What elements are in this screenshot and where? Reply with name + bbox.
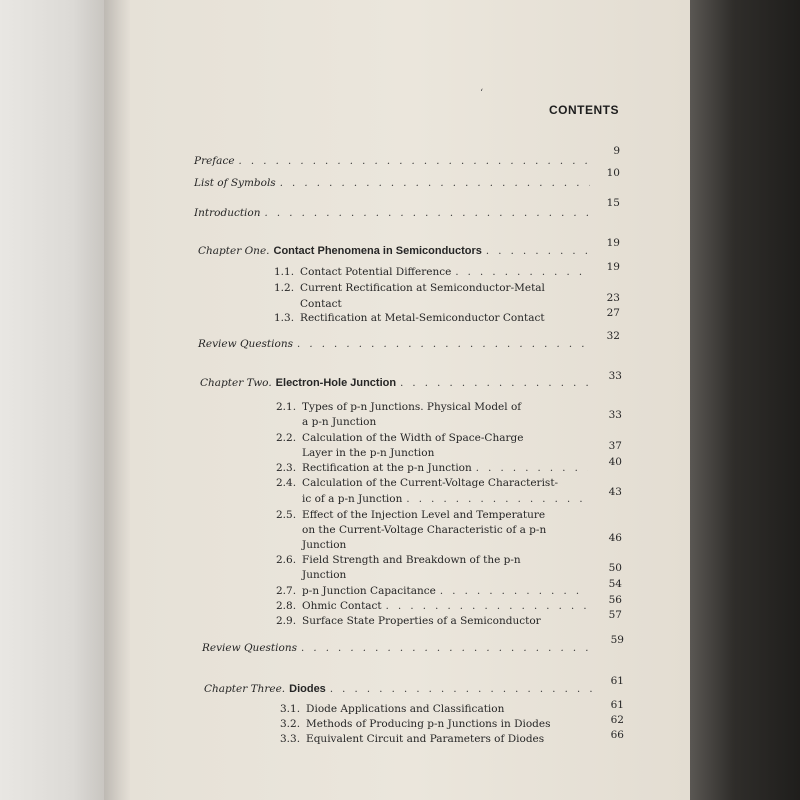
toc-section: 3.1. Diode Applications and Classification [280,703,505,715]
page-number: 40 [608,456,622,468]
toc-entry-preface: Preface . . . [194,154,590,169]
toc-entry-introduction: Introduction . . . [194,206,590,221]
toc-section: 2.6. Field Strength and Breakdown of the p-n [276,554,521,566]
page-number: 54 [608,578,622,590]
toc-section: 1.2. Current Rectification at Semiconductor-Metal [274,282,545,294]
toc-section-continuation: Junction [302,539,347,551]
page-number: 10 [606,167,620,179]
toc-section: 1.1. Contact Potential Difference . . . [274,265,586,280]
page-number: 32 [606,330,620,342]
page-number: 57 [608,609,622,621]
page-number: 59 [610,634,624,646]
background-right [690,0,800,800]
toc-section: 2.2. Calculation of the Width of Space-Charge [276,432,524,444]
chapter-heading: Chapter Two. Electron-Hole Junction . . . [200,376,590,391]
toc-section: 2.4. Calculation of the Current-Voltage Characterist- [276,477,559,489]
page-number: 23 [606,292,620,304]
toc-entry-review-questions: Review Questions . . . [198,337,590,352]
toc-section-continuation: Contact [300,298,342,310]
toc-section: 2.1. Types of p-n Junctions. Physical Model of [276,401,522,413]
page-number: 62 [610,714,624,726]
page-number: 19 [606,261,620,273]
page-number: 15 [606,197,620,209]
page-number: 50 [608,562,622,574]
page-number: 61 [610,675,624,687]
toc-section-continuation: Layer in the p-n Junction [302,447,435,459]
page-number: 66 [610,729,624,741]
book-gutter [104,0,130,800]
toc-section: 3.3. Equivalent Circuit and Parameters of Diodes [280,733,545,745]
toc-section: 1.3. Rectification at Metal-Semiconductor Contact [274,312,545,324]
toc-section: 2.9. Surface State Properties of a Semiconductor [276,615,541,627]
page-number: 56 [608,594,622,606]
toc-entry-list-of-symbols: List of Symbols . . . [194,176,590,191]
page-number: 9 [613,145,620,157]
toc-section: 2.8. Ohmic Contact . . . [276,599,588,614]
chapter-heading: Chapter Three. Diodes . . . [204,682,592,697]
toc-entry-review-questions: Review Questions . . . [202,641,592,656]
toc-section-continuation: ic of a p-n Junction . . . [302,492,588,507]
page-mark: ʻ [480,88,484,99]
toc-section-continuation: a p-n Junction [302,416,377,428]
toc-section: 2.7. p-n Junction Capacitance . . . [276,584,588,599]
contents-title: CONTENTS [549,103,619,117]
toc-section: 2.3. Rectification at the p-n Junction . . . [276,461,588,476]
page-number: 19 [606,237,620,249]
page-number: 61 [610,699,624,711]
page-number: 43 [608,486,622,498]
toc-section: 2.5. Effect of the Injection Level and Temperature [276,509,546,521]
background-left [0,0,104,800]
page-number: 33 [608,409,622,421]
page-number: 37 [608,440,622,452]
toc-section-continuation: Junction [302,569,347,581]
toc-section-continuation: on the Current-Voltage Characteristic of a p-n [302,524,547,536]
page-number: 46 [608,532,622,544]
chapter-heading: Chapter One. Contact Phenomena in Semiconductors . . . [198,244,590,259]
page-number: 27 [606,307,620,319]
toc-section: 3.2. Methods of Producing p-n Junctions in Diodes [280,718,551,730]
page-number: 33 [608,370,622,382]
